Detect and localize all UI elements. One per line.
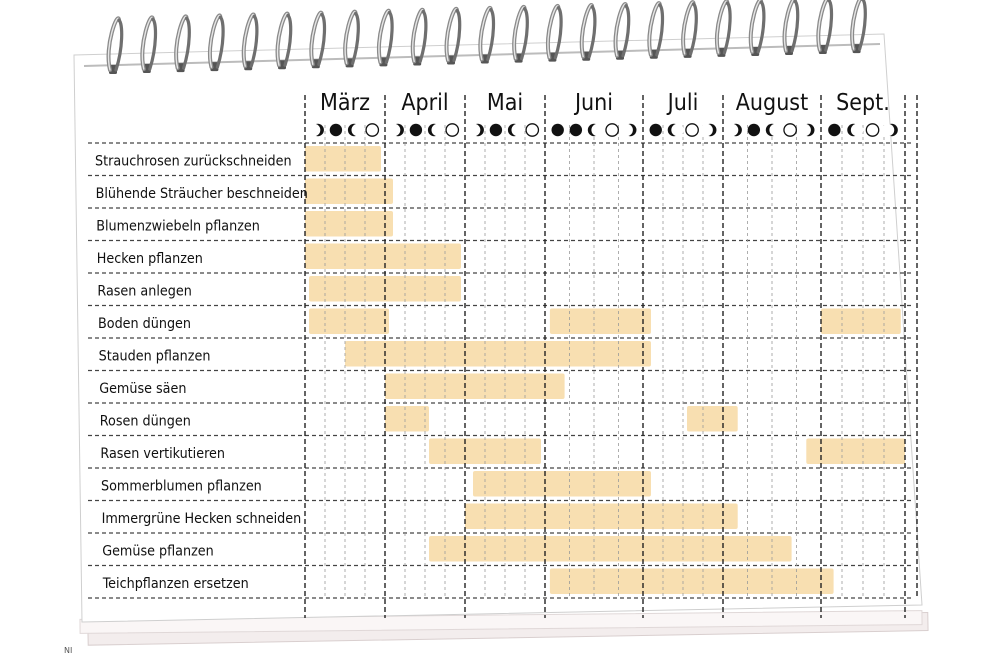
task-bar xyxy=(385,406,429,432)
moon-full-icon xyxy=(330,124,342,136)
moon-full-icon xyxy=(552,124,564,136)
month-label: Sept. xyxy=(836,90,890,116)
task-bar xyxy=(550,569,834,595)
task-bar xyxy=(465,504,738,530)
moon-full-icon xyxy=(570,124,582,136)
moon-shadow xyxy=(798,124,810,136)
moon-new-icon xyxy=(446,124,458,136)
moon-new-icon xyxy=(526,124,538,136)
moon-shadow xyxy=(700,124,712,136)
task-bar xyxy=(305,211,393,237)
moon-disc xyxy=(828,124,840,136)
task-bar xyxy=(305,179,393,205)
moon-waxing-crescent-icon xyxy=(388,124,404,136)
moon-disc xyxy=(410,124,422,136)
moon-full-icon xyxy=(490,124,502,136)
moon-shadow xyxy=(591,124,603,136)
task-label: Gemüse pflanzen xyxy=(102,543,214,560)
task-label: Rosen düngen xyxy=(99,413,191,430)
moon-disc xyxy=(552,124,564,136)
task-label: Blühende Sträucher beschneiden xyxy=(95,185,308,202)
task-label: Rasen anlegen xyxy=(97,283,192,300)
moon-disc xyxy=(490,124,502,136)
task-label: Strauchrosen zurückschneiden xyxy=(95,153,292,170)
task-label: Gemüse säen xyxy=(99,380,187,397)
moon-disc xyxy=(686,124,698,136)
month-label: Juni xyxy=(574,90,614,116)
month-label: August xyxy=(735,90,809,116)
task-bar xyxy=(305,244,461,270)
moon-full-icon xyxy=(828,124,840,136)
moon-new-icon xyxy=(866,124,878,136)
moon-disc xyxy=(366,124,378,136)
moon-shadow xyxy=(468,124,480,136)
moon-shadow xyxy=(511,124,523,136)
moon-shadow xyxy=(882,124,894,136)
moon-new-icon xyxy=(686,124,698,136)
moon-disc xyxy=(526,124,538,136)
task-label: Hecken pflanzen xyxy=(96,250,203,267)
moon-disc xyxy=(784,124,796,136)
page-sheet xyxy=(74,34,922,622)
moon-shadow xyxy=(431,124,443,136)
month-labels xyxy=(320,90,890,116)
month-label: Juli xyxy=(667,90,699,116)
task-bar xyxy=(821,309,901,335)
task-bar xyxy=(687,406,738,432)
moon-waning-crescent-icon xyxy=(668,124,684,136)
moon-new-icon xyxy=(366,124,378,136)
month-label: März xyxy=(320,90,370,116)
moon-waning-crescent-icon xyxy=(348,124,364,136)
task-bar xyxy=(385,374,565,400)
month-label: Mai xyxy=(486,90,524,116)
moon-disc xyxy=(650,124,662,136)
moon-shadow xyxy=(851,124,863,136)
moon-new-icon xyxy=(784,124,796,136)
moon-waxing-crescent-icon xyxy=(468,124,484,136)
moon-waning-crescent-icon xyxy=(428,124,444,136)
moon-shadow xyxy=(388,124,400,136)
moon-waning-crescent-icon xyxy=(588,124,604,136)
moon-new-icon xyxy=(606,124,618,136)
moon-disc xyxy=(330,124,342,136)
moon-waxing-crescent-icon xyxy=(798,124,814,136)
task-label: Blumenzwiebeln pflanzen xyxy=(96,218,260,235)
corner-mark: NI xyxy=(64,646,73,655)
task-label: Boden düngen xyxy=(98,315,192,332)
moon-full-icon xyxy=(650,124,662,136)
task-label: Rasen vertikutieren xyxy=(100,445,225,462)
moon-waning-crescent-icon xyxy=(847,124,863,136)
task-label: Teichpflanzen ersetzen xyxy=(102,575,249,592)
moon-shadow xyxy=(726,124,738,136)
task-label: Immergrüne Hecken schneiden xyxy=(101,510,302,527)
month-label: April xyxy=(401,90,449,116)
task-bar xyxy=(345,341,651,367)
moon-waxing-crescent-icon xyxy=(882,124,898,136)
task-bar xyxy=(309,309,389,335)
moon-waning-crescent-icon xyxy=(766,124,782,136)
moon-waxing-crescent-icon xyxy=(700,124,716,136)
moon-disc xyxy=(446,124,458,136)
moon-disc xyxy=(606,124,618,136)
task-bar xyxy=(473,471,651,497)
task-bar xyxy=(305,146,381,172)
task-bar xyxy=(429,536,792,562)
moon-waning-crescent-icon xyxy=(508,124,524,136)
moon-waxing-crescent-icon xyxy=(726,124,742,136)
moon-disc xyxy=(570,124,582,136)
moon-shadow xyxy=(620,124,632,136)
moon-shadow xyxy=(769,124,781,136)
moon-shadow xyxy=(671,124,683,136)
moon-full-icon xyxy=(748,124,760,136)
moon-shadow xyxy=(308,124,320,136)
moon-disc xyxy=(866,124,878,136)
moon-shadow xyxy=(351,124,363,136)
moon-waxing-crescent-icon xyxy=(620,124,636,136)
task-label: Stauden pflanzen xyxy=(98,348,211,365)
moon-full-icon xyxy=(410,124,422,136)
task-label: Sommerblumen pflanzen xyxy=(101,478,262,495)
moon-disc xyxy=(748,124,760,136)
moon-waxing-crescent-icon xyxy=(308,124,324,136)
task-bar xyxy=(550,309,651,335)
